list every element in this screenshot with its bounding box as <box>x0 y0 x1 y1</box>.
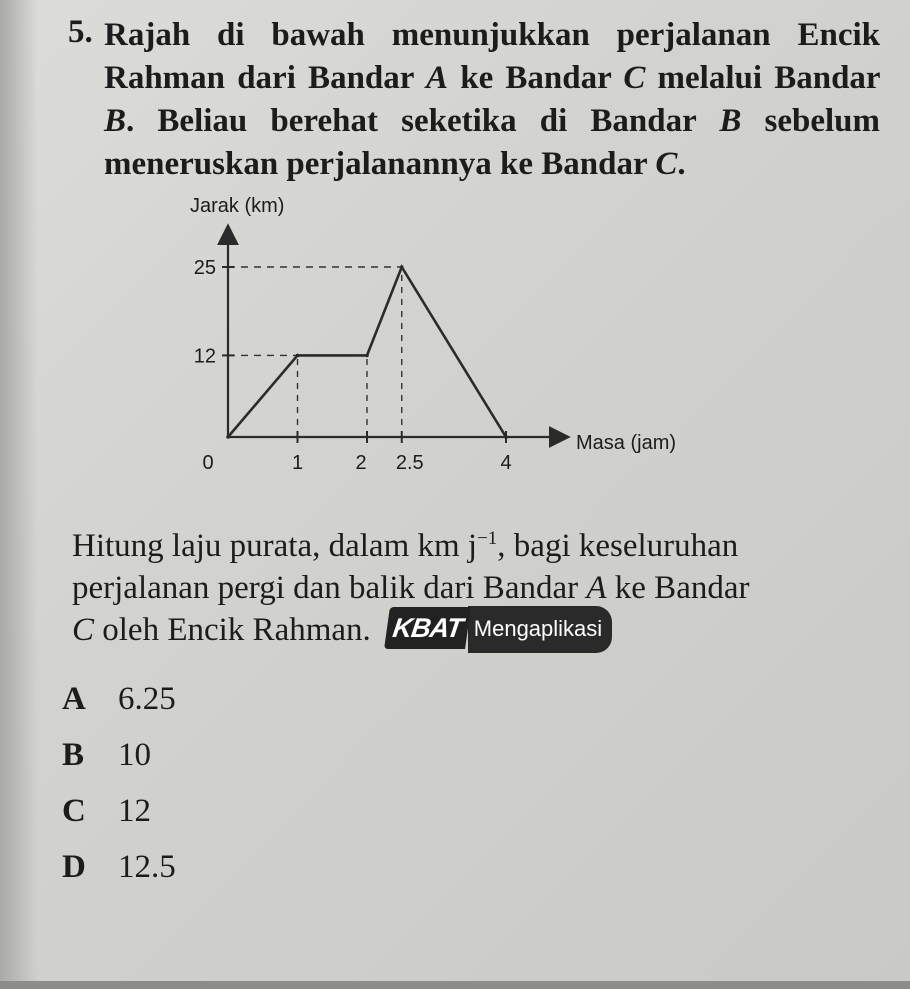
option-d[interactable] <box>62 849 176 886</box>
kbat-logo: KBAT <box>384 607 471 649</box>
x-tick-label: 2 <box>355 452 367 474</box>
option-letter: A <box>62 681 86 717</box>
data-point <box>504 435 508 439</box>
option-value: 12.5 <box>118 849 176 885</box>
option-value: 12 <box>118 793 151 829</box>
option-letter: D <box>62 849 86 885</box>
data-point <box>400 265 404 269</box>
y-tick-label: 25 <box>193 257 216 279</box>
option-value: 6.25 <box>118 681 176 717</box>
intro-line-4: meneruskan perjalanannya ke Bandar C. <box>104 146 686 182</box>
y-tick-label: 12 <box>193 345 216 368</box>
data-point <box>365 354 369 358</box>
option-b[interactable] <box>62 737 151 774</box>
ask-line-3: C oleh Encik Rahman. <box>72 612 371 649</box>
x-tick-label: 2.5 <box>395 452 424 474</box>
option-c[interactable] <box>62 793 151 830</box>
ask-line-2: perjalanan pergi dan balik dari Bandar A ke Bandar <box>72 570 750 606</box>
y-axis-label: Jarak (km) <box>190 195 285 217</box>
kbat-label: Mengaplikasi <box>468 606 612 653</box>
question-number: 5. <box>68 14 93 50</box>
x-axis-label: Masa (jam) <box>576 432 677 454</box>
data-point <box>296 354 300 358</box>
ask-line-1-end: , bagi keseluruhan <box>497 528 739 564</box>
intro-line-1: Rajah di bawah menunjukkan perjalanan Encik <box>104 17 880 53</box>
intro-line-2: Rahman dari Bandar A ke Bandar C melalui Bandar <box>104 60 880 96</box>
kbat-badge <box>387 606 612 653</box>
x-tick-label: 4 <box>500 452 512 474</box>
x-tick-label: 1 <box>291 452 304 474</box>
x-tick-label: 0 <box>202 452 214 474</box>
data-point <box>226 435 230 439</box>
ask-superscript: −1 <box>477 528 498 549</box>
option-a[interactable] <box>62 681 176 718</box>
option-value: 10 <box>118 737 151 773</box>
ask-line-1: Hitung laju purata, dalam km j <box>72 528 478 564</box>
option-letter: B <box>62 737 85 773</box>
page-edge <box>0 981 910 989</box>
option-letter: C <box>62 793 86 829</box>
intro-line-3: B. Beliau berehat seketika di Bandar B sebelum <box>104 103 880 139</box>
question-prompt <box>72 525 884 656</box>
